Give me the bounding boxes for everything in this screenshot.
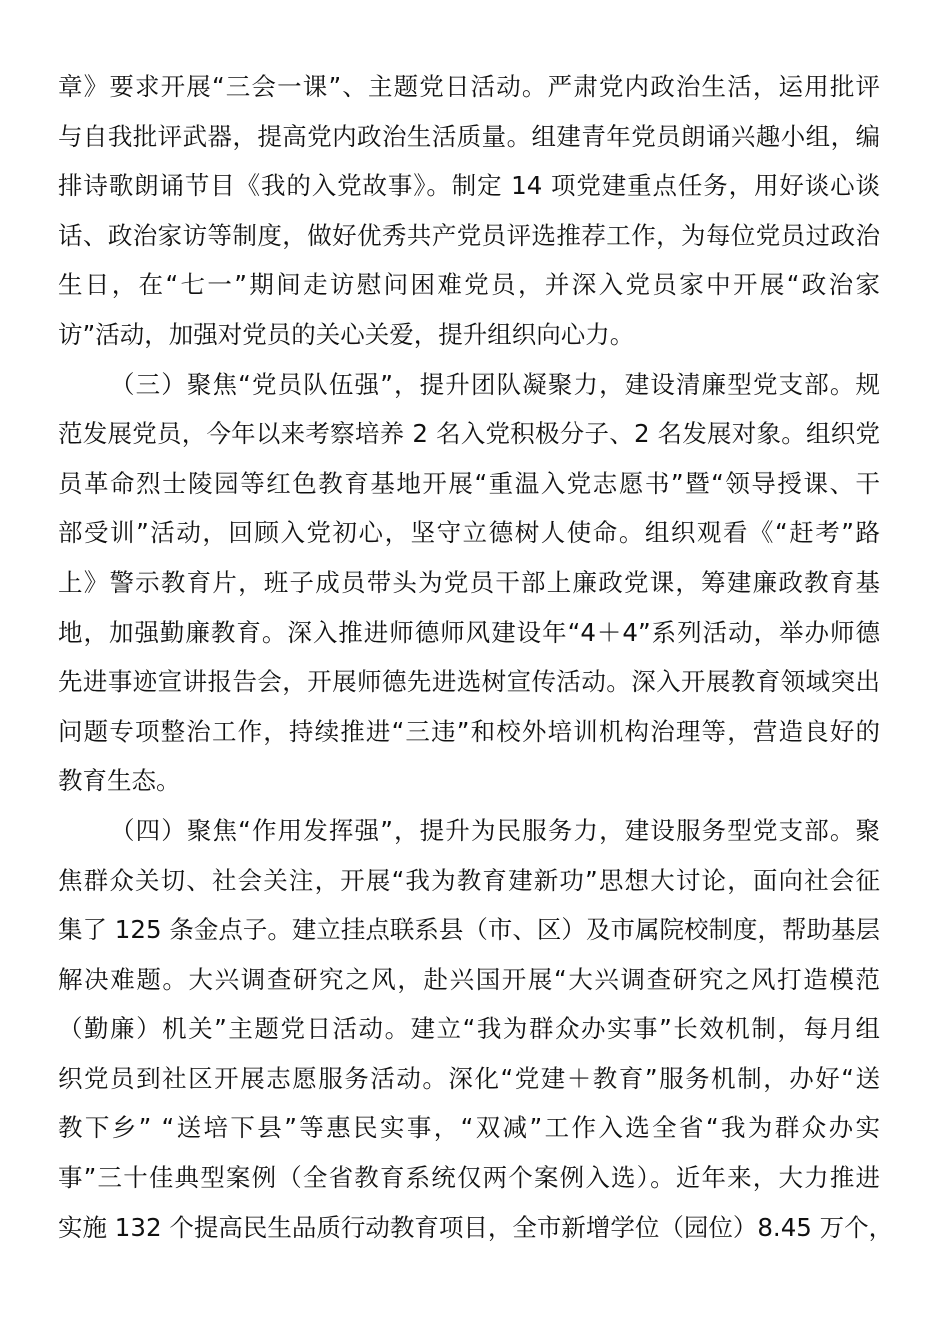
text-line: 与自我批评武器，提高党内政治生活质量。组建青年党员朗诵兴趣小组，编 xyxy=(58,121,880,151)
paragraph-2 xyxy=(58,360,880,806)
document-page xyxy=(58,62,894,1252)
text-line: （四）聚焦“作用发挥强”，提升为民服务力，建设服务型党支部。聚 xyxy=(110,815,880,845)
text-line: 解决难题。大兴调查研究之风，赴兴国开展“大兴调查研究之风打造模范 xyxy=(58,964,880,994)
text-line: 教育生态。 xyxy=(58,766,181,796)
text-line: 教下乡” “送培下县”等惠民实事，“双减”工作入选全省“我为群众办实 xyxy=(58,1113,880,1143)
text-line: 访”活动，加强对党员的关心关爱，提升组织向心力。 xyxy=(58,319,635,349)
text-line: 话、政治家访等制度，做好优秀共产党员评选推荐工作，为每位党员过政治 xyxy=(58,220,880,250)
text-line: 排诗歌朗诵节目《我的入党故事》。制定 14 项党建重点任务，用好谈心谈 xyxy=(58,171,880,201)
text-line: 部受训”活动，回顾入党初心，坚守立德树人使命。组织观看《“赶考”路 xyxy=(58,518,880,548)
text-line: 章》要求开展“三会一课”、主题党日活动。严肃党内政治生活，运用批评 xyxy=(58,72,880,101)
text-line: （三）聚焦“党员队伍强”，提升团队凝聚力，建设清廉型党支部。规 xyxy=(110,369,880,399)
text-line: 织党员到社区开展志愿服务活动。深化“党建＋教育”服务机制，办好“送 xyxy=(58,1063,880,1093)
text-line: 上》警示教育片，班子成员带头为党员干部上廉政党课，筹建廉政教育基 xyxy=(58,567,880,597)
text-line: 地，加强勤廉教育。深入推进师德师风建设年“4＋4”系列活动，举办师德 xyxy=(58,617,880,647)
text-line: 焦群众关切、社会关注，开展“我为教育建新功”思想大讨论，面向社会征 xyxy=(58,865,880,895)
paragraph-3 xyxy=(58,806,894,1252)
text-line: 集了 125 条金点子。建立挂点联系县（市、区）及市属院校制度，帮助基层 xyxy=(58,915,880,945)
text-line: 生日，在“七一”期间走访慰问困难党员，并深入党员家中开展“政治家 xyxy=(58,270,880,300)
text-line: 员革命烈士陵园等红色教育基地开展“重温入党志愿书”暨“领导授课、干 xyxy=(58,468,880,498)
paragraph-1 xyxy=(58,62,880,360)
text-line: 范发展党员，今年以来考察培养 2 名入党积极分子、2 名发展对象。组织党 xyxy=(58,419,880,449)
text-line: 先进事迹宣讲报告会，开展师德先进选树宣传活动。深入开展教育领域突出 xyxy=(58,667,880,697)
text-line: 事”三十佳典型案例（全省教育系统仅两个案例入选）。近年来，大力推进 xyxy=(58,1163,880,1193)
text-line: 问题专项整治工作，持续推进“三违”和校外培训机构治理等，营造良好的 xyxy=(58,716,880,746)
text-line: （勤廉）机关”主题党日活动。建立“我为群众办实事”长效机制，每月组 xyxy=(58,1014,880,1044)
text-line: 实施 132 个提高民生品质行动教育项目，全市新增学位（园位）8.45 万个， xyxy=(58,1212,894,1242)
